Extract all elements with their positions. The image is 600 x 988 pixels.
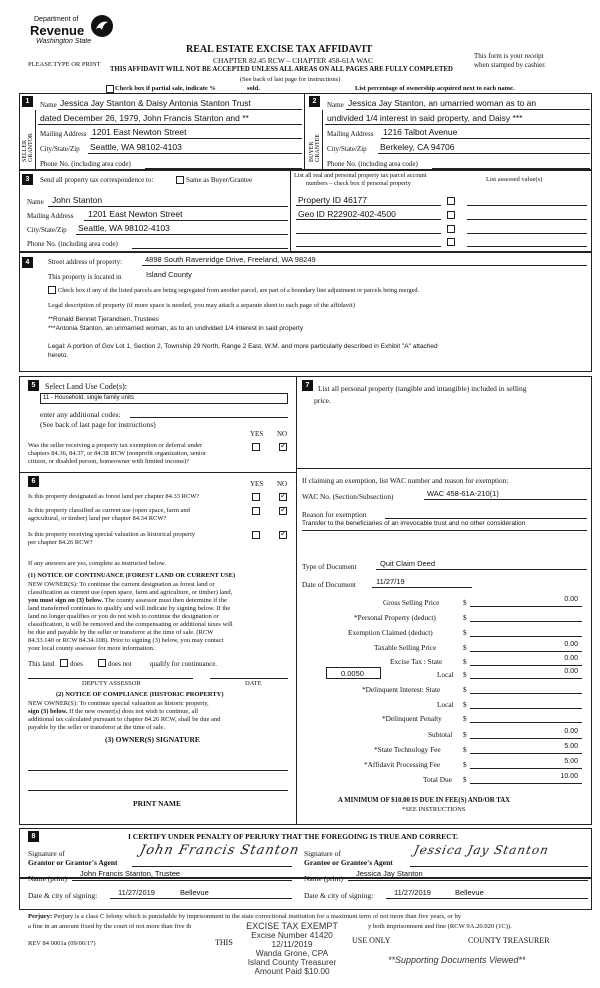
parcel-1-checkbox[interactable] (447, 197, 455, 205)
parcel-4-checkbox[interactable] (447, 238, 455, 246)
delinq-pen-label: *Delinquent Penalty (382, 714, 442, 723)
legal-desc-1[interactable]: Legal: A portion of Gov Lot 1, Section 2, Township 29 North, Range 2 East, W.M. and more particularly described in Exhibit "A" attached (48, 343, 438, 350)
seller-name-2[interactable]: dated December 26, 1979, John Francis Stanton and ** (40, 113, 249, 123)
legal-desc-2[interactable]: hereto. (48, 352, 69, 359)
personal-dollar: $ (463, 613, 467, 622)
cont-line-3a: you must sign on (3) below. (28, 597, 104, 604)
subtotal-label: Subtotal (428, 730, 453, 739)
partial-sale-label: Check box if partial sale, indicate % (115, 85, 216, 92)
sec3-name[interactable]: John Stanton (52, 195, 103, 205)
sec6-q3-no-checkbox[interactable] (279, 531, 287, 539)
taxable-dollar: $ (463, 643, 467, 652)
tech-fee-dollar: $ (463, 745, 467, 754)
sec6-q2-2: agricultural, or timber) land per chapter 84.34 RCW? (28, 515, 167, 522)
parcel-1[interactable]: Property ID 46177 (298, 195, 367, 205)
partial-sale-checkbox[interactable] (106, 85, 114, 93)
buyer-side-label: BUYER GRANTEE (309, 134, 321, 162)
grantee-sig-label-2: Grantee or Grantee's Agent (304, 858, 393, 867)
sec3-phone-label: Phone No. (including area code) (27, 240, 118, 248)
sec3-mail-label: Mailing Address (27, 212, 74, 220)
seller-name-label: Name (40, 101, 57, 109)
land-use-value: 11 - Household, single family units (43, 395, 134, 401)
form-chapter: CHAPTER 82.45 RCW – CHAPTER 458-61A WAC (213, 56, 373, 65)
sec6-q3-2: per chapter 84.26 RCW? (28, 539, 93, 546)
section-4-frame (19, 252, 592, 372)
grantor-date[interactable]: 11/27/2019 (118, 888, 155, 897)
does-not-label: does not (108, 660, 132, 668)
rev-number: REV 84 0001a (09/06/17) (28, 940, 96, 947)
does-not-checkbox[interactable] (98, 659, 106, 667)
perjury-line-1 (28, 913, 461, 920)
seller-city-label: City/State/Zip (40, 145, 80, 153)
section-1-number: 1 (22, 96, 33, 107)
grantor-signature[interactable]: John Francis Stanton (138, 843, 301, 858)
stamp-line-6: Amount Paid $10.00 (254, 966, 330, 976)
personal-label: *Personal Property (deduct) (354, 613, 436, 622)
buyer-mail-label: Mailing Address (327, 130, 374, 138)
wa-logo-icon (90, 14, 114, 38)
grantee-city[interactable]: Bellevue (455, 888, 484, 897)
located-label: This property is located in (48, 273, 122, 281)
sec6-no: NO (277, 480, 288, 488)
grantor-name[interactable]: John Francis Stanton, Trustee (80, 869, 181, 878)
section-6-number: 6 (28, 476, 39, 487)
local2-label: Local (437, 700, 454, 709)
local-rate: 0.0050 (341, 669, 364, 678)
section-4-number: 4 (22, 257, 33, 268)
exemption-label: Exemption Claimed (deduct) (348, 628, 433, 637)
sec6-q2-no-checkbox[interactable] (279, 507, 287, 515)
exempt-reason[interactable]: Transfer to the beneficiaries of an irrevocable trust and no other consideration (302, 520, 526, 527)
taxable-label: Taxable Selling Price (374, 643, 437, 652)
sec5-q1-1: Was the seller receiving a property tax exemption or deferral under (28, 442, 203, 449)
comp-line-1: NEW OWNER(S): To continue special valuation as historic property, (28, 700, 209, 707)
owner-sig-label: (3) OWNER(S) SIGNATURE (105, 735, 200, 744)
print-name-label: PRINT NAME (133, 799, 181, 808)
sec6-q3-yes-checkbox[interactable] (252, 531, 260, 539)
exemption-dollar: $ (463, 628, 467, 637)
same-as-buyer-checkbox[interactable] (176, 176, 184, 184)
legal-note-2: ***Antonia Stanton, an unmarried woman, as to an undivided 1/4 interest in said property (48, 325, 304, 332)
supporting-docs: **Supporting Documents Viewed** (388, 955, 526, 965)
cont-line-9: your local county assessor for more information. (28, 645, 155, 652)
dor-logo (28, 14, 118, 54)
section-8-number: 8 (28, 831, 39, 842)
sec6-q2-1: Is this property classified as current use (open space, farm and (28, 507, 190, 514)
dept-top: Department of (34, 16, 79, 23)
grantor-date-label: Date & city of signing: (28, 891, 98, 900)
sec6-yes: YES (250, 480, 264, 488)
sec3-city-label: City/State/Zip (27, 226, 67, 234)
sec5-q1-no-checkbox[interactable] (279, 443, 287, 451)
section-3-number: 3 (22, 174, 33, 185)
reason-label: Reason for exemption (302, 510, 367, 519)
section-7-number: 7 (302, 380, 313, 391)
compliance-title: (2) NOTICE OF COMPLIANCE (HISTORIC PROPERTY) (56, 691, 224, 698)
subtotal-amount[interactable]: 0.00 (564, 728, 578, 735)
sec5-no: NO (277, 430, 288, 438)
seller-name-1[interactable]: Jessica Jay Stanton & Daisy Antonia Stanton Trust (60, 98, 251, 108)
delinq-pen-dollar: $ (463, 714, 467, 723)
cont-line-5: land no longer qualifies or you do not wish to continue the designation or (28, 613, 219, 620)
parcel-head-1: List all real and personal property tax parcel account (294, 172, 427, 179)
cont-line-7: be due and payable by the seller or transferor at the time of sale. (RCW (28, 629, 214, 636)
seller-phone-label: Phone No. (including area code) (40, 160, 131, 168)
this-land-label: This land (28, 660, 55, 668)
taxable-amount[interactable]: 0.00 (564, 641, 578, 648)
cont-line-1: NEW OWNER(S): To continue the current designation as forest land or (28, 581, 215, 588)
cont-line-3 (28, 597, 227, 604)
doc-type[interactable]: Quit Claim Deed (380, 559, 436, 568)
form-notice: THIS AFFIDAVIT WILL NOT BE ACCEPTED UNLESS ALL AREAS ON ALL PAGES ARE FULLY COMPLETED (110, 66, 453, 73)
section-2-number: 2 (309, 96, 320, 107)
doc-date-label: Date of Document (302, 580, 356, 589)
grantor-sig-label-1: Signature of (28, 849, 65, 858)
if-yes-label: If any answers are yes, complete as instructed below. (28, 560, 166, 567)
sec6-q2-yes-checkbox[interactable] (252, 507, 260, 515)
county-treasurer-label: COUNTY TREASURER (468, 936, 550, 945)
seller-city[interactable]: Seattle, WA 98102-4103 (90, 142, 182, 152)
sec3-name-label: Name (27, 198, 44, 206)
assessed-head: List assessed value(s) (486, 176, 543, 183)
comp-line-4: payable by the seller or transferor at the time of sale. (28, 724, 165, 731)
sec5-q1-yes-checkbox[interactable] (252, 443, 260, 451)
sec6-q3-1: Is this property receiving special valuation as historical property (28, 531, 196, 538)
personal-prop-2: price. (314, 396, 331, 405)
gross-label: Gross Selling Price (383, 598, 440, 607)
wac-number[interactable]: WAC 458-61A-210(1) (427, 489, 499, 498)
cont-line-2: classification as current use (open space, farm and agriculture, or timber) land, (28, 589, 233, 596)
cont-line-3b: The county assessor must then determine if the (103, 597, 227, 604)
local-amount[interactable]: 0.00 (564, 668, 578, 675)
date-label: DATE (245, 680, 262, 687)
sec5-see-back: (See back of last page for instructions) (40, 420, 156, 429)
total-due-amount[interactable]: 10.00 (560, 773, 578, 780)
sec6-q1-yes-checkbox[interactable] (252, 493, 260, 501)
enter-codes-label: enter any additional codes: (40, 410, 121, 419)
stamp-line-2: Excise Number 41420 (251, 930, 333, 940)
buyer-name-2[interactable]: undivided 1/4 interest in said property, and Daisy *** (327, 113, 523, 123)
proc-fee-label: *Affidavit Processing Fee (364, 760, 441, 769)
buyer-mail[interactable]: 1216 Talbot Avenue (383, 127, 458, 137)
deputy-label: DEPUTY ASSESSOR (82, 680, 141, 687)
doc-date[interactable]: 11/27/19 (376, 577, 405, 586)
section-5-number: 5 (28, 380, 39, 391)
buyer-name-label: Name (327, 101, 344, 109)
total-due-label: Total Due (423, 775, 452, 784)
excise-state-dollar: $ (463, 657, 467, 666)
same-as-buyer-label: Same as Buyer/Grantee (186, 176, 253, 184)
street-label: Street address of property: (48, 258, 123, 266)
sec6-q1-no-checkbox[interactable] (279, 493, 287, 501)
sec5-q1-3: citizen, or disabled person, homeowner with limited income)? (28, 458, 190, 465)
local-rate-box[interactable] (326, 667, 381, 679)
subtotal-dollar: $ (463, 730, 467, 739)
cont-line-8: 84.33.140 or RCW 84.34.108). Prior to signing (3) below, you may contact (28, 637, 224, 644)
treasurer-stamp (232, 922, 352, 976)
proc-fee-amount[interactable]: 5.00 (564, 758, 578, 765)
use-only-label: USE ONLY (352, 936, 391, 945)
land-use-label: Select Land Use Code(s): (45, 382, 127, 391)
delinq-int-label: *Delinquent Interest: State (362, 685, 441, 694)
doc-type-label: Type of Document (302, 562, 357, 571)
parcel-3-checkbox[interactable] (447, 225, 455, 233)
total-due-dollar: $ (463, 775, 467, 784)
does-label: does (70, 660, 83, 668)
receipt-1: This form is your receipt (474, 52, 544, 60)
tech-fee-label: *State Technology Fee (374, 745, 441, 754)
sec3-mail[interactable]: 1201 East Newton Street (88, 209, 183, 219)
sec5-yes: YES (250, 430, 264, 438)
grantor-sig-label-2: Grantor or Grantor's Agent (28, 858, 118, 867)
gross-dollar: $ (463, 598, 467, 607)
grantee-signature[interactable]: Jessica Jay Stanton (412, 843, 551, 857)
local-label: Local (437, 670, 454, 679)
street-address[interactable]: 4898 South Ravenridge Drive, Freeland, WA 98249 (145, 255, 316, 264)
grantee-name-label: Name (print) (304, 874, 343, 883)
comp-line-2a: sign (3) below. (28, 708, 68, 715)
perjury-bold: Perjury: (28, 913, 53, 920)
cont-line-6: classification, it will be removed and the compensating or additional taxes will (28, 621, 233, 628)
grantee-name[interactable]: Jessica Jay Stanton (356, 869, 423, 878)
seller-mail-label: Mailing Address (40, 130, 87, 138)
buyer-phone-label: Phone No. (including area code) (327, 160, 418, 168)
legal-label: Legal description of property (if more space is needed, you may attach a separate sheet to each page of the affidavit) (48, 302, 355, 309)
sold-label: sold. (247, 85, 260, 92)
form-see-back: (See back of last page for instructions) (240, 76, 341, 83)
proc-fee-dollar: $ (463, 760, 467, 769)
grantee-date-label: Date & city of signing: (304, 891, 374, 900)
type-print: PLEASE TYPE OR PRINT (28, 61, 101, 68)
seller-side-label: SELLER GRANTOR (22, 133, 34, 162)
send-correspondence-label: Send all property tax correspondence to: (40, 176, 154, 184)
comp-line-2b: If the new owner(s) does not wish to continue, all (67, 708, 199, 715)
sec3-city[interactable]: Seattle, WA 98102-4103 (78, 223, 170, 233)
qualify-label: qualify for continuance. (150, 660, 218, 668)
grantee-date[interactable]: 11/27/2019 (394, 888, 431, 897)
does-checkbox[interactable] (60, 659, 68, 667)
tech-fee-amount[interactable]: 5.00 (564, 743, 578, 750)
parcel-2-checkbox[interactable] (447, 211, 455, 219)
grantee-sig-label-1: Signature of (304, 849, 341, 858)
exempt-label: If claiming an exemption, list WAC number and reason for exemption: (302, 476, 509, 485)
list-pct-label: List percentage of ownership acquired next to each name. (355, 85, 515, 92)
perjury-line-2a: a fine in an amount fixed by the court of not more than five th (28, 923, 192, 930)
personal-prop-1: List all personal property (tangible and intangible) included in selling (318, 384, 527, 393)
buyer-city[interactable]: Berkeley, CA 94706 (380, 142, 455, 152)
parcel-head-2: numbers – check box if personal property (306, 180, 411, 187)
receipt-2: when stamped by cashier. (474, 61, 546, 69)
sec6-q1: Is this property designated as forest land per chapter 84.33 RCW? (28, 493, 200, 500)
this-label: THIS (215, 938, 233, 947)
buyer-city-label: City/State/Zip (327, 145, 367, 153)
local2-dollar: $ (463, 700, 467, 709)
seller-mail[interactable]: 1201 East Newton Street (92, 127, 187, 137)
comp-line-3: additional tax calculated pursuant to chapter 84.26 RCW, shall be due and (28, 716, 221, 723)
sec5-q1-2: chapters 84.36, 84.37, or 84.38 RCW (nonprofit organization, senior (28, 450, 207, 457)
continuance-title: (1) NOTICE OF CONTINUANCE (FOREST LAND OR CURRENT USE) (28, 572, 236, 579)
local-dollar: $ (463, 670, 467, 679)
stamp-line-5: Island County Treasurer (247, 957, 337, 967)
comp-line-2 (28, 708, 198, 715)
excise-state-label: Excise Tax : State (390, 657, 443, 666)
stamp-line-4: Wanda Grone, CPA (255, 948, 329, 958)
county[interactable]: Island County (146, 270, 192, 279)
perjury-text-1: Perjury is a class C felony which is punishable by imprisonment in the state correctional institution for a maximum term of not more than five years, or by (52, 913, 462, 920)
land-use-select[interactable] (40, 393, 288, 404)
grantor-name-label: Name (print) (28, 874, 67, 883)
delinq-int-dollar: $ (463, 685, 467, 694)
perjury-line-2b: y both imprisonment and fine (RCW 9A.20.020 (1C)). (368, 923, 512, 930)
dept-state: Washington State (36, 38, 92, 45)
buyer-name-1[interactable]: Jessica Jay Stanton, an umarried woman as to an (348, 98, 537, 108)
form-title: REAL ESTATE EXCISE TAX AFFIDAVIT (186, 44, 373, 55)
legal-note-1: **Ronald Bennet Tjerandsen, Trustees (48, 316, 159, 323)
minimum-notice: A MINIMUM OF $10.00 IS DUE IN FEE(S) AND/OR TAX (338, 797, 511, 804)
excise-state-amount[interactable]: 0.00 (564, 655, 578, 662)
certify-statement: I CERTIFY UNDER PENALTY OF PERJURY THAT THE FOREGOING IS TRUE AND CORRECT. (128, 832, 459, 841)
wac-label: WAC No. (Section/Subsection) (302, 492, 394, 501)
stamp-line-1: EXCISE TAX EXEMPT (246, 921, 338, 931)
see-instructions: *SEE INSTRUCTIONS (402, 806, 466, 813)
segregate-checkbox[interactable] (48, 286, 56, 294)
gross-amount[interactable]: 0.00 (564, 596, 578, 603)
cont-line-4: land transferred continues to qualify and will indicate by signing below. If the (28, 605, 231, 612)
segregate-label: Check box if any of the listed parcels are being segregated from another parcel, are part of a boundary line adjustment or parcels being merged. (58, 287, 420, 294)
dept-name: Revenue (30, 23, 85, 38)
grantor-city[interactable]: Bellevue (180, 888, 209, 897)
parcel-2[interactable]: Geo ID R22902-402-4500 (298, 209, 396, 219)
stamp-line-3: 12/11/2019 (271, 939, 313, 949)
